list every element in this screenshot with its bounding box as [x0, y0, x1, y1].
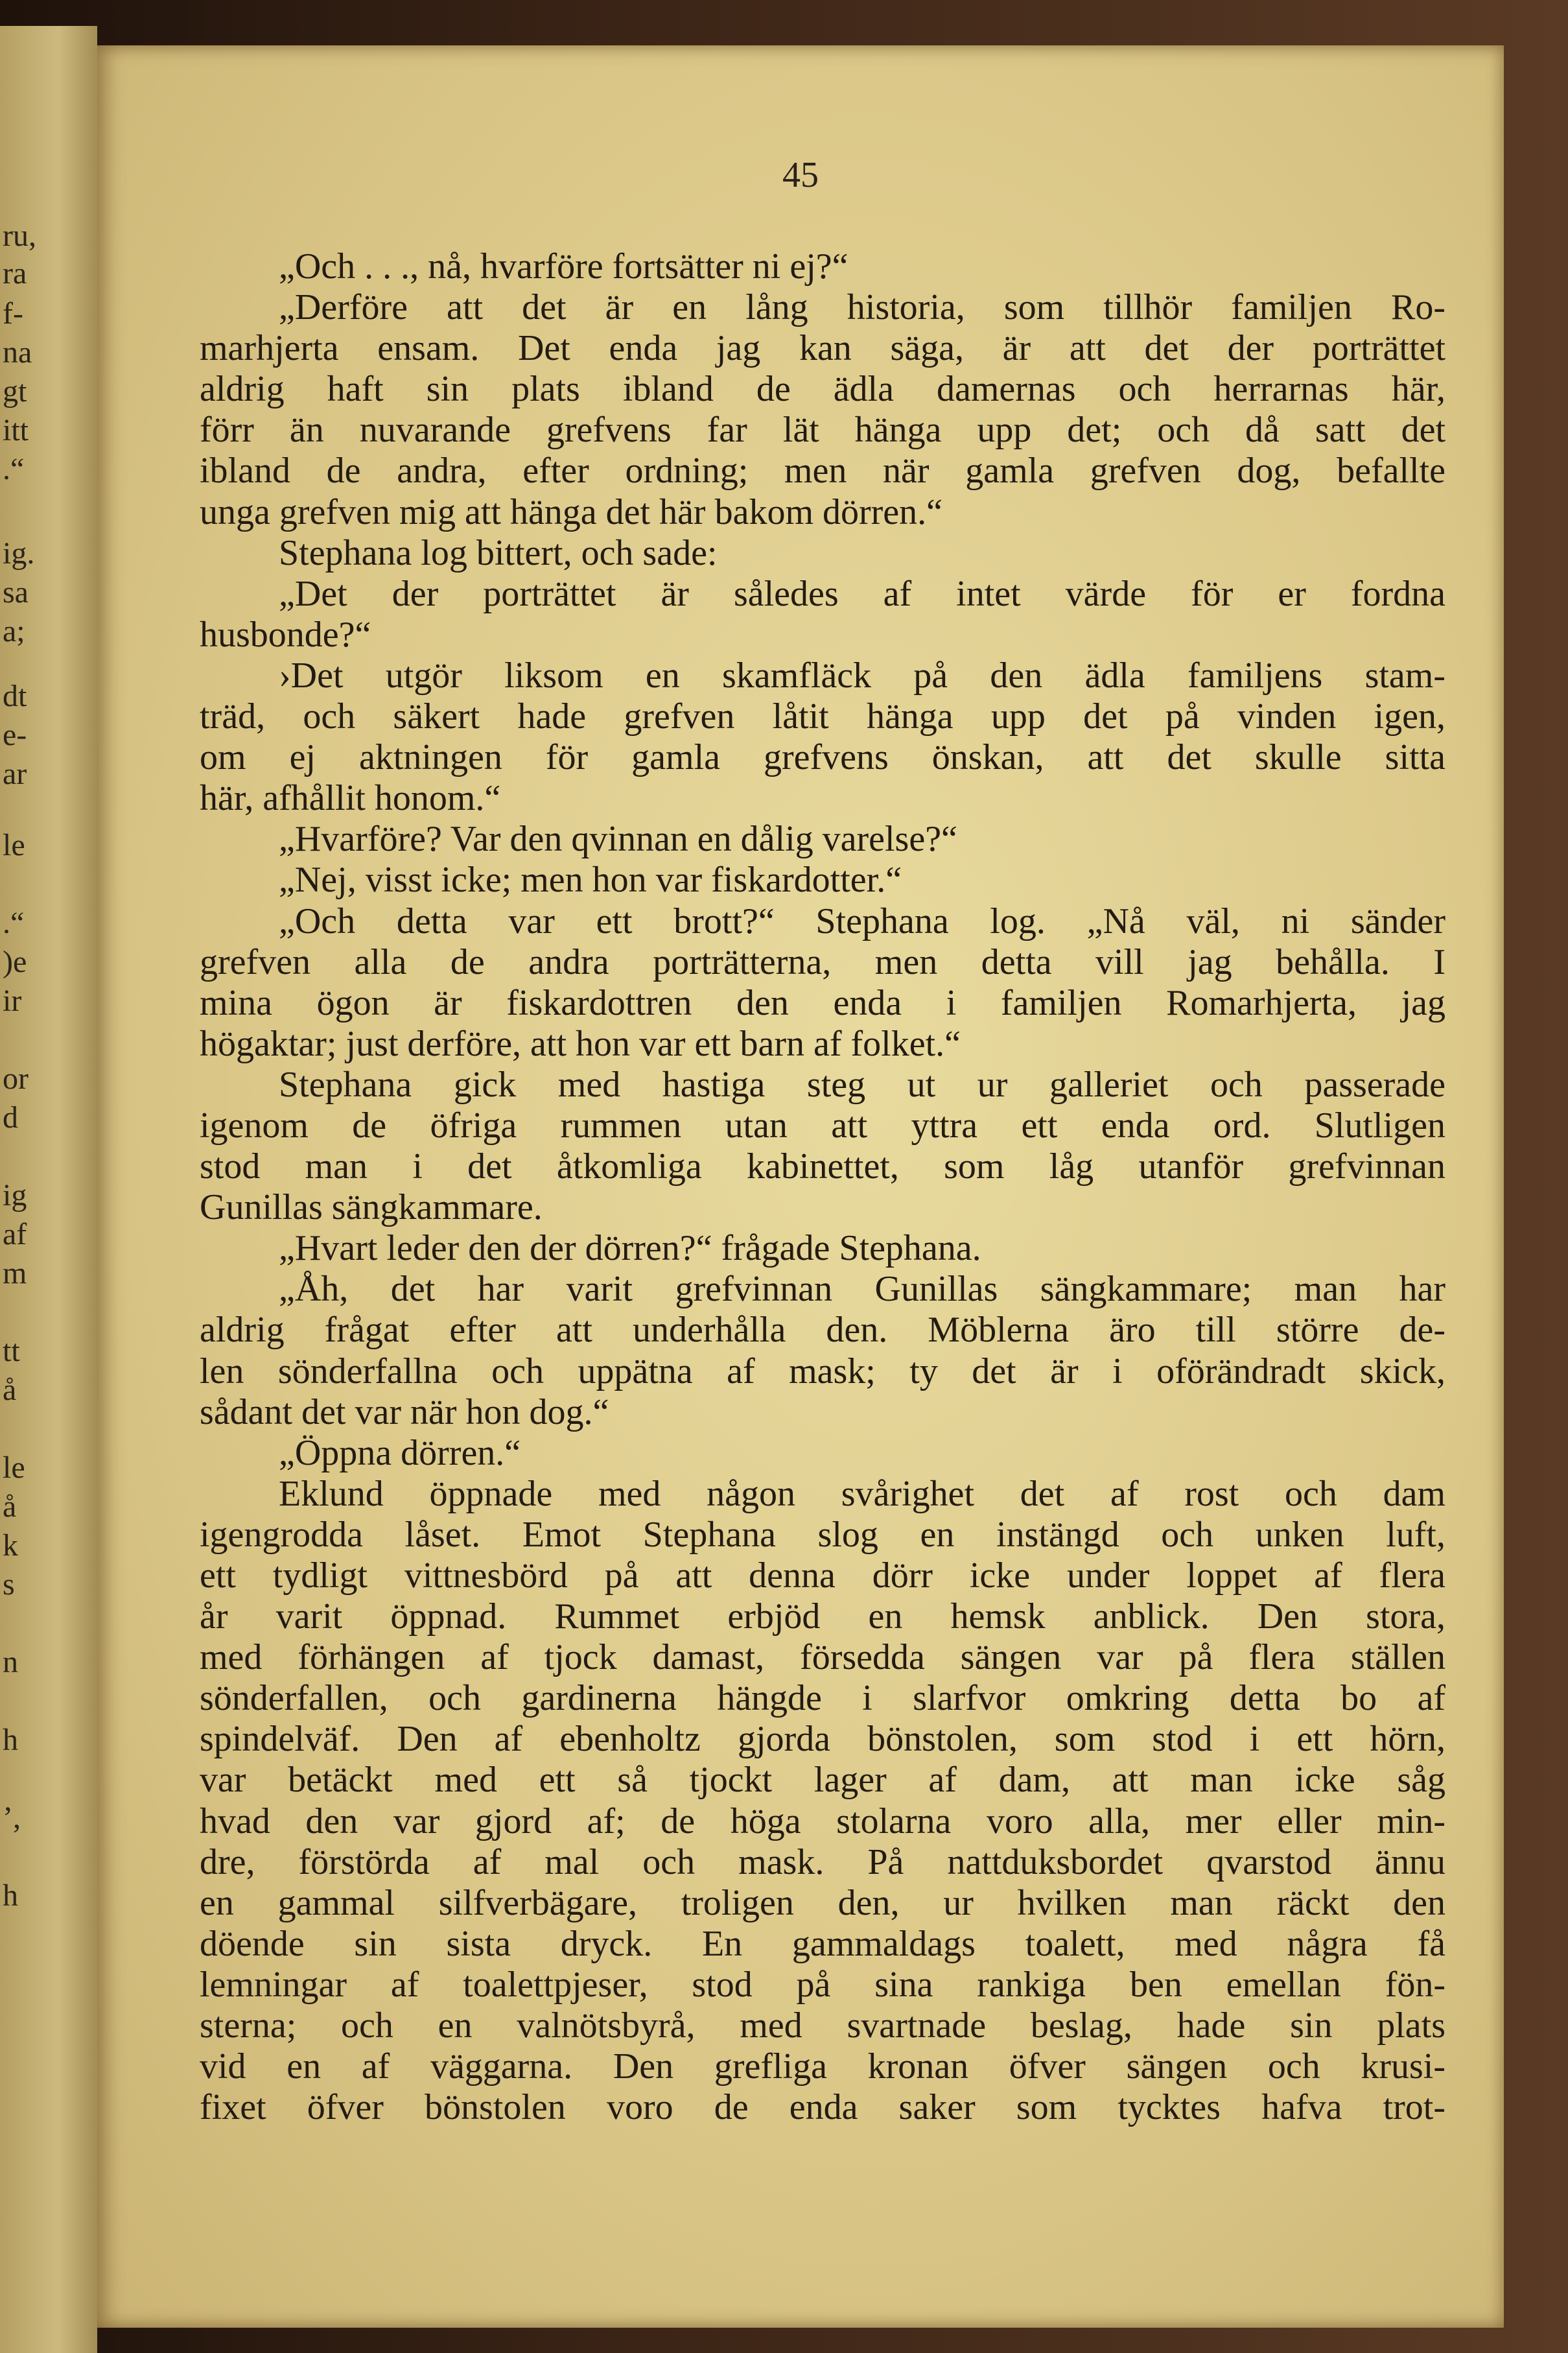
text-line: Stephana gick med hastiga steg ut ur galleriet och passerade	[279, 1064, 1445, 1105]
margin-fragment: dt	[3, 679, 27, 713]
text-line: förr än nuvarande grefvens far lät hänga upp det; och då satt det	[200, 410, 1445, 451]
margin-fragment: tt	[3, 1334, 20, 1368]
text-line: igenom de öfriga rummen utan att yttra ett enda ord. Slutligen	[200, 1105, 1445, 1146]
margin-fragment: å	[3, 1373, 17, 1407]
text-line: „Hvarföre? Var den qvinnan en dålig varelse?“	[279, 819, 957, 860]
text-line: grefven alla de andra porträtterna, men detta vill jag behålla. I	[200, 941, 1445, 982]
text-line: husbonde?“	[200, 614, 371, 655]
text-line: Gunillas sängkammare.	[200, 1187, 543, 1228]
text-line: „Derföre att det är en lång historia, som tillhör familjen Ro-	[279, 287, 1445, 328]
margin-fragment: af	[3, 1217, 27, 1251]
margin-fragment: h	[3, 1878, 18, 1913]
text-line: Stephana log bittert, och sade:	[279, 532, 718, 573]
text-line: sterna; och en valnötsbyrå, med svartnade beslag, hade sin plats	[200, 2005, 1445, 2046]
book-page	[97, 45, 1504, 2328]
margin-fragment: )e	[3, 945, 27, 979]
text-line: träd, och säkert hade grefven låtit hänga upp det på vinden igen,	[200, 696, 1445, 737]
text-line: ett tydligt vittnesbörd på att denna dörr icke under loppet af flera	[200, 1555, 1445, 1596]
margin-fragment: ’,	[3, 1801, 21, 1835]
margin-fragment: ir	[3, 984, 22, 1018]
page-number: 45	[782, 155, 819, 195]
text-line: om ej aktningen för gamla grefvens önskan, att det skulle sitta	[200, 737, 1445, 778]
text-line: vid en af väggarna. Den grefliga kronan öfver sängen och krusi-	[200, 2046, 1445, 2087]
text-line: spindelväf. Den af ebenholtz gjorda bönstolen, som stod i ett hörn,	[200, 1719, 1445, 1760]
text-line: „Öppna dörren.“	[279, 1432, 521, 1473]
text-line: „Och . . ., nå, hvarföre fortsätter ni ej?“	[279, 246, 848, 287]
text-line: hvad den var gjord af; de höga stolarna voro alla, mer eller min-	[200, 1801, 1445, 1841]
text-line: ›Det utgör liksom en skamfläck på den ädla familjens stam-	[279, 655, 1445, 696]
margin-fragment: s	[3, 1567, 15, 1602]
margin-fragment: sa	[3, 575, 29, 609]
text-line: år varit öppnad. Rummet erbjöd en hemsk anblick. Den stora,	[200, 1596, 1445, 1637]
margin-fragment: a;	[3, 614, 25, 648]
text-line: aldrig frågat efter att underhålla den. Möblerna äro till större de-	[200, 1310, 1445, 1351]
margin-fragment: ra	[3, 256, 27, 290]
body-text	[200, 246, 1445, 2128]
text-line: „Nej, visst icke; men hon var fiskardotter.“	[279, 860, 902, 901]
text-line: en gammal silfverbägare, troligen den, ur hvilken man räckt den	[200, 1882, 1445, 1923]
text-line: med förhängen af tjock damast, försedda sängen var på flera ställen	[200, 1637, 1445, 1678]
margin-fragment: ar	[3, 757, 27, 791]
margin-fragment: le	[3, 828, 25, 862]
margin-fragment: le	[3, 1450, 25, 1485]
text-line: aldrig haft sin plats ibland de ädla damernas och herrarnas här,	[200, 369, 1445, 410]
margin-fragment: gt	[3, 374, 27, 408]
margin-fragment: n	[3, 1645, 18, 1679]
text-line: dre, förstörda af mal och mask. På nattduksbordet qvarstod ännu	[200, 1841, 1445, 1882]
margin-fragment: or	[3, 1061, 29, 1096]
previous-page-margin	[0, 26, 97, 2353]
text-line: här, afhållit honom.“	[200, 778, 501, 819]
text-line: unga grefven mig att hänga det här bakom dörren.“	[200, 491, 943, 532]
text-line: Eklund öppnade med någon svårighet det af rost och dam	[279, 1473, 1445, 1514]
text-line: „Åh, det har varit grefvinnan Gunillas sängkammare; man har	[279, 1269, 1445, 1310]
margin-fragment: e-	[3, 718, 27, 752]
margin-fragment: å	[3, 1489, 17, 1524]
text-line: stod man i det åtkomliga kabinettet, som låg utanför grefvinnan	[200, 1146, 1445, 1187]
text-line: marhjerta ensam. Det enda jag kan säga, är att det der porträttet	[200, 328, 1445, 369]
margin-fragment: ig.	[3, 536, 35, 571]
margin-fragment: itt	[3, 413, 29, 447]
text-line: igengrodda låset. Emot Stephana slog en instängd och unken luft,	[200, 1514, 1445, 1555]
text-line: len sönderfallna och uppätna af mask; ty det är i oförändradt skick,	[200, 1351, 1445, 1391]
text-line: ibland de andra, efter ordning; men när gamla grefven dog, befallte	[200, 451, 1445, 491]
margin-fragment: m	[3, 1256, 27, 1290]
margin-fragment: h	[3, 1723, 18, 1757]
margin-fragment: .“	[3, 906, 25, 940]
text-line: sådant det var när hon dog.“	[200, 1391, 609, 1432]
text-line: sönderfallen, och gardinerna hängde i slarfvor omkring detta bo af	[200, 1678, 1445, 1719]
margin-fragment: f-	[3, 296, 23, 331]
text-line: döende sin sista dryck. En gammaldags toalett, med några få	[200, 1923, 1445, 1964]
text-line: „Och detta var ett brott?“ Stephana log. „Nå väl, ni sänder	[279, 901, 1445, 941]
margin-fragment: k	[3, 1528, 18, 1563]
text-line: lemningar af toalettpjeser, stod på sina rankiga ben emellan fön-	[200, 1964, 1445, 2005]
text-line: „Hvart leder den der dörren?“ frågade Stephana.	[279, 1228, 981, 1269]
margin-fragment: ig	[3, 1178, 27, 1212]
margin-fragment: ru,	[3, 219, 36, 253]
margin-fragment: na	[3, 335, 32, 370]
margin-fragment: .“	[3, 452, 25, 486]
text-line: fixet öfver bönstolen voro de enda saker som tycktes hafva trot-	[200, 2087, 1445, 2128]
text-line: högaktar; just derföre, att hon var ett barn af folket.“	[200, 1023, 961, 1064]
text-line: var betäckt med ett så tjockt lager af dam, att man icke såg	[200, 1760, 1445, 1801]
margin-fragment: d	[3, 1100, 18, 1135]
text-line: „Det der porträttet är således af intet värde för er fordna	[279, 573, 1445, 614]
text-line: mina ögon är fiskardottren den enda i familjen Romarhjerta, jag	[200, 982, 1445, 1023]
